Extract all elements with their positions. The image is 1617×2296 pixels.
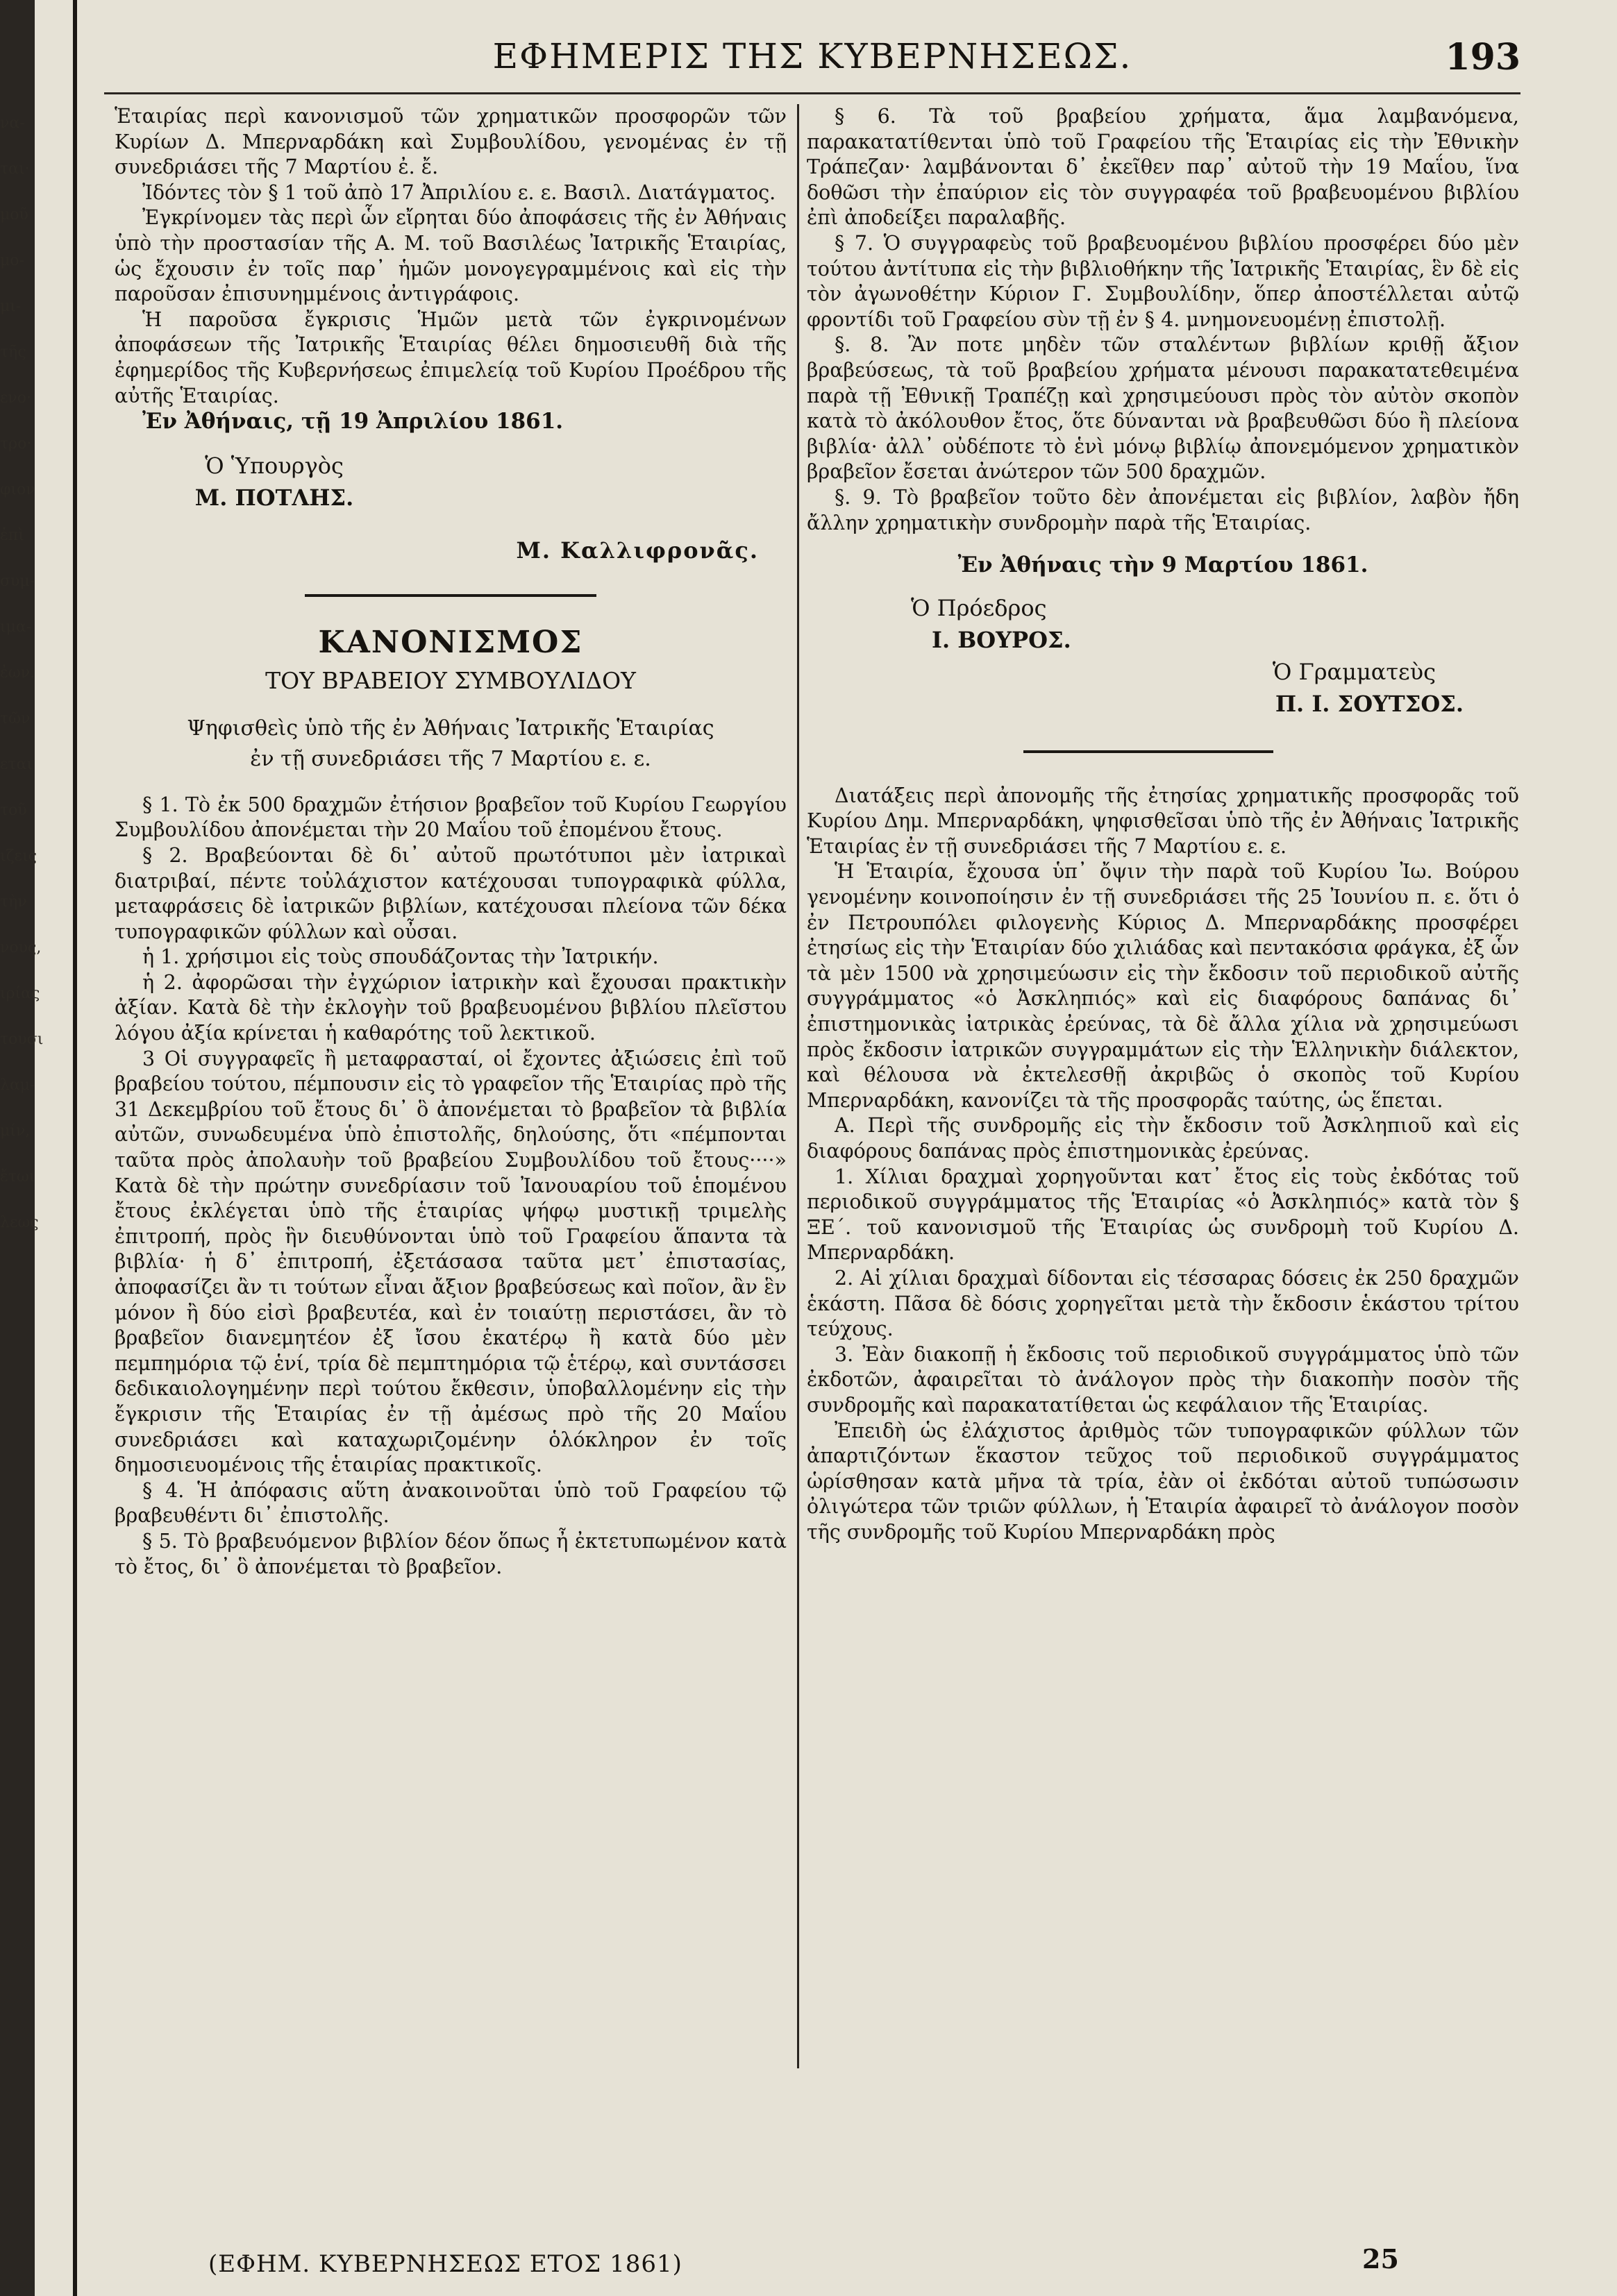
gazette-title: ΕΦΗΜΕΡΙΣ ΤΗΣ ΚΥΒΕΡΝΗΣΕΩΣ. xyxy=(492,36,1132,76)
page-number: 193 xyxy=(1445,36,1520,78)
margin-fragment: μι- xyxy=(0,298,22,315)
margin-fragment: τοῦ xyxy=(0,802,27,819)
president-title: Ὁ Πρόεδρος xyxy=(911,594,1047,621)
article-2-item-1: ἡ 1. χρήσιμοι εἰς τοὺς σπουδάζοντας τὴν Ἰατρικήν. xyxy=(142,945,659,969)
margin-fragment: ιζεις xyxy=(0,847,37,865)
margin-fragment: λαμ- xyxy=(0,1077,35,1094)
footer-caption: (ΕΦΗΜ. ΚΥΒΕΡΝΗΣΕΩΣ ΕΤΟΣ 1861) xyxy=(208,2250,682,2278)
regulation-date: Ἐν Ἀθήναις τὴν 9 Μαρτίου 1861. xyxy=(957,552,1368,578)
article-2-item-2: ἡ 2. ἀφορῶσαι τὴν ἐγχώριον ἰατρικὴν καὶ ἔχουσαι πρακτικὴν ἀξίαν. Κατὰ δὲ τὴν ἐκλογὴν τοῦ βραβευομένου βιβλίου πλεῖστου λόγου ἀξία κρίνεται ἡ καθαρότης τοῦ λεκτικοῦ. xyxy=(115,970,787,1045)
right-column xyxy=(807,104,1519,1546)
margin-fragment: ενο· xyxy=(0,389,32,407)
margin-fragment: τρο· xyxy=(0,435,32,453)
provision-3: 3. Ἐὰν διακοπῇ ἡ ἔκδοσις τοῦ περιοδικοῦ συγγράμματος ὑπὸ τῶν ἐκδοτῶν, ἀφαιρεῖται τὸ ἀνάλογον πρὸς τὴν διακοπὴν ποσὸν τῆς συνδρομῆς καὶ παρακατατίθεται ὡς κεφάλαιον τῆς Ἑταιρίας. xyxy=(807,1342,1519,1417)
page-header xyxy=(104,36,1520,85)
article-5: § 5. Τὸ βραβευόμενον βιβλίον δέον ὅπως ἦ ἐκτετυπωμένον κατὰ τὸ ἔτος, δι᾽ ὃ ἀπονέμεται τὸ βραβεῖον. xyxy=(115,1529,787,1578)
section-subheading: ΤΟΥ ΒΡΑΒΕΙΟΥ ΣΥΜΒΟΥΛΙΔΟΥ xyxy=(265,666,636,694)
margin-fragment: να- xyxy=(0,115,25,132)
margin-fragment: μοῦ xyxy=(0,206,28,223)
provisions-intro: Ἡ Ἑταιρία, ἔχουσα ὑπ᾽ ὄψιν τὴν παρὰ τοῦ Κυρίου Ἰω. Βούρου γενομένην κοινοποίησιν ἐν τῇ συνεδριάσει τῆς 25 Ἰουνίου π. ε. ὅτι ὁ ἐν Πετρουπόλει φιλογενὴς Κύριος Δ. Μπερναρδάκης προσφέρει ἐτησίως εἰς τὴν Ἑταιρίαν δύο χιλιάδας καὶ πεντακόσια φράγκα, ἐξ ὧν τὰ μὲν 1500 νὰ χρησιμεύωσιν εἰς τὴν ἔκδοσιν τοῦ περιοδικοῦ αὐτῆς συγγράμματος «ὁ Ἀσκληπιός» καὶ εἰς διαφόρους δαπάνας δι᾽ ἐπιστημονικὰς ἰατρικὰς ἐρεύνας, τὰ δὲ ἄλλα χίλια νὰ χρησιμεύωσι πρὸς ἔκδοσιν ἰατρικῶν συγγραμμάτων εἰς τὴν Ἑλληνικὴν διάλεκτον, καὶ θέλουσα νὰ ἐκτελεσθῇ ἀκριβῶς ὁ σκοπὸς τοῦ Κυρίου Μπερναρδάκη, κανονίζει τὰ τῆς προσφορᾶς ταύτης, ὡς ἕπεται. xyxy=(807,860,1519,1112)
margin-fragment: μίν, xyxy=(0,1122,31,1140)
margin-fragment: λεως xyxy=(0,1214,39,1231)
decree-date: Ἐν Ἀθήναις, τῇ 19 Ἀπριλίου 1861. xyxy=(142,409,564,434)
margin-fragment: ιμα- xyxy=(0,618,32,636)
margin-fragment: ἐπὶ xyxy=(0,527,24,544)
article-9: §. 9. Τὸ βραβεῖον τοῦτο δὲν ἀπονέμεται εἰς βιβλίον, λαβὸν ἤδη ἄλλην χρηματικὴν συνδρομὴν παρὰ τῆς Ἑταιρίας. xyxy=(807,485,1519,534)
provision-2: 2. Αἱ χίλιαι δραχμαὶ δίδονται εἰς τέσσαρας δόσεις ἐκ 250 δραχμῶν ἑκάστη. Πᾶσα δὲ δόσις χορηγεῖται μετὰ τὴν ἔκδοσιν ἑκάστου τρίτου τεύχους. xyxy=(807,1266,1519,1341)
previous-page-margin xyxy=(0,111,44,1256)
left-column xyxy=(115,104,787,1580)
signatory-name: Μ. Καλλιφρονᾶς. xyxy=(516,537,759,564)
margin-fragment: μο- xyxy=(0,252,24,269)
minister-name: Μ. ΠΟΤΛΗΣ. xyxy=(194,484,354,511)
margin-fragment: ἐων. xyxy=(0,664,35,682)
margin-fragment: ιρίας xyxy=(0,985,40,1002)
paragraph: Ἑταιρίας περὶ κανονισμοῦ τῶν χρηματικῶν προσφορῶν τῶν Κυρίων Δ. Μπερναρδάκη καὶ Συμβουλίδου, γενομένας ἐν τῇ συνεδριάσει τῆς 7 Μαρτίου ἐ. ἔ. xyxy=(115,105,787,179)
article-2: § 2. Βραβεύονται δὲ δι᾽ αὐτοῦ πρωτότυποι μὲν ἰατρικαὶ διατριβαί, πέντε τοὐλάχιστον κατέχουσαι τυπογραφικὰ φύλλα, μεταφράσεις δὲ ἰατρικῶν βιβλίων, κατέχουσαι πλείονα τῶν δέκα τυπογραφικῶν φύλλων καὶ οὖσαι. xyxy=(115,843,787,943)
provisions-title: Διατάξεις περὶ ἀπονομῆς τῆς ἐτησίας χρηματικῆς προσφορᾶς τοῦ Κυρίου Δημ. Μπερναρδάκη, ψηφισθεῖσαι ὑπὸ τῆς ἐν Ἀθήναις Ἰατρικῆς Ἑταιρίας ἐν τῇ συνεδριάσει τῆς 7 Μαρτίου ε. ε. xyxy=(807,784,1519,858)
approval-line: ἐν τῇ συνεδριάσει τῆς 7 Μαρτίου ε. ε. xyxy=(250,746,651,771)
article-1: § 1. Τὸ ἐκ 500 δραχμῶν ἐτήσιον βραβεῖον τοῦ Κυρίου Γεωργίου Συμβουλίδου ἀπονέμεται τὴν 20 Μαΐου τοῦ ἐπομένου ἔτους. xyxy=(115,793,787,842)
article-7: § 7. Ὁ συγγραφεὺς τοῦ βραβευομένου βιβλίου προσφέρει δύο μὲν τούτου ἀντίτυπα εἰς τὴν βιβλιοθήκην τῆς Ἰατρικῆς Ἑταιρίας, ἓν δὲ εἰς τὸν ἀγωνοθέτην Κύριον Γ. Συμβουλίδην, ὅπερ ἀποστέλλεται αὐτῷ φροντίδι τοῦ Γραφείου σὺν τῇ ἐν § 4. μνημονευομένῃ ἐπιστολῇ. xyxy=(807,231,1519,331)
section-separator xyxy=(1023,750,1273,753)
paragraph: Ἰδόντες τὸν § 1 τοῦ ἀπὸ 17 Ἀπριλίου ε. ε. Βασιλ. Διατάγματος. xyxy=(142,180,776,204)
margin-fragment: φιον xyxy=(0,481,35,498)
secretary-title: Ὁ Γραμματεὺς xyxy=(1272,658,1436,685)
provision-1: 1. Χίλιαι δραχμαὶ χορηγοῦνται κατ᾽ ἔτος εἰς τοὺς ἐκδότας τοῦ περιοδικοῦ συγγράμματος τῆς Ἑταιρίας «ὁ Ἀσκληπιός» κατὰ τὸν § ΞΕ΄. τοῦ κανονισμοῦ τῆς Ἑταιρίας ὡς συνδρομὴ τοῦ Κυρίου Δ. Μπερναρδάκη. xyxy=(807,1165,1519,1265)
margin-fragment: τῆς xyxy=(0,344,26,361)
article-3: 3 Οἱ συγγραφεῖς ἢ μεταφρασταί, οἱ ἔχοντες ἀξιώσεις ἐπὶ τοῦ βραβείου τούτου, πέμπουσιν εἰς τὸ γραφεῖον τῆς Ἑταιρίας πρὸ τῆς 31 Δεκεμβρίου τοῦ ἔτους δι᾽ ὃ ἀπονέμεται τὸ βραβεῖον τὰ βιβλία αὐτῶν, συνωδευμένα ὑπὸ ἐπιστολῆς, δηλούσης, ὅτι «πέμπονται ταῦτα πρὸς ἀπολαυὴν τοῦ βραβείου Συμβουλίδου τοῦ ἔτους····» Κατὰ δὲ τὴν πρώτην συνεδρίασιν τοῦ Ἰανουαρίου τοῦ ἑπομένου ἔτους ἐκλέγεται ὑπὸ τῆς ἑταιρίας ψήφῳ μυστικῇ τριμελὴς ἐπιτροπή, πρὸς ἣν διευθύνονται ὑπὸ τοῦ Γραφείου ἅπαντα τὰ βιβλία· ἡ δ᾽ ἐπιτροπή, ἐξετάσασα ταῦτα μετ᾽ ἐπιστασίας, ἀποφασίζει ἂν τι τούτων εἶναι ἄξιον βραβεύσεως καὶ ποῖον, ἂν ἓν μόνον ἢ δύο εἰσὶ βραβευτέα, καὶ ἐν τοιαύτῃ περιστάσει, ἂν τὸ βραβεῖον διανεμητέον ἐξ ἴσου ἑκατέρῳ ἢ κατὰ δύο μὲν πεμπημόρια τῷ ἑνί, τρία δὲ πεμπτημόρια τῷ ἑτέρῳ, καὶ συντάσσει δεδικαιολογημένην περὶ τούτου ἔκθεσιν, ὑποβαλλομένην εἰς τὴν ἔγκρισιν τῆς Ἑταιρίας ἐν τῇ ἀμέσως πρὸ τῆς 20 Μαΐου συνεδριάσει καὶ καταχωριζομένην ὁλόκληρον ἐν τοῖς δημοσιευομένοις τῆς ἑταιρίας πρακτικοῖς. xyxy=(115,1047,787,1477)
signature-number: 25 xyxy=(1362,2243,1399,2274)
paragraph: Ἡ παροῦσα ἔγκρισις Ἡμῶν μετὰ τῶν ἐγκρινομένων ἀποφάσεων τῆς Ἰατρικῆς Ἑταιρίας θέλει δημοσιευθῆ διὰ τῆς ἐφημερίδος τῆς Κυβερνήσεως ἐπιμελείᾳ τοῦ Κυρίου Προέδρου τῆς αὐτῆς Ἑταιρίας. xyxy=(115,307,787,407)
provisions-part-a: Α. Περὶ τῆς συνδρομῆς εἰς τὴν ἔκδοσιν τοῦ Ἀσκληπιοῦ καὶ εἰς διαφόρους δαπάνας πρὸς ἐπιστημονικὰς ἐρεύνας. xyxy=(807,1114,1519,1163)
margin-fragment: τὴν xyxy=(0,893,27,911)
minister-title: Ὁ Ὑπουργὸς xyxy=(205,452,344,479)
header-rule xyxy=(104,92,1520,94)
margin-fragment: ἔτωι xyxy=(0,1168,35,1185)
secretary-name: Π. Ι. ΣΟΥΤΣΟΣ. xyxy=(1275,690,1464,717)
binding-edge-rule xyxy=(73,0,77,2296)
column-divider xyxy=(797,104,799,2068)
article-4: § 4. Ἡ ἀπόφασις αὕτη ἀνακοινοῦται ὑπὸ τοῦ Γραφείου τῷ βραβευθέντι δι᾽ ἐπιστολῆς. xyxy=(115,1478,787,1528)
section-separator xyxy=(305,594,596,597)
section-heading: ΚΑΝΟΝΙΣΜΟΣ xyxy=(318,624,583,660)
president-name: Ι. ΒΟΥΡΟΣ. xyxy=(932,626,1071,653)
article-8: §. 8. Ἂν ποτε μηδὲν τῶν σταλέντων βιβλίων κριθῇ ἄξιον βραβεύσεως, τὰ τοῦ βραβείου χρήματα μένουσι παρακατατεθειμένα παρὰ τῇ Ἐθνικῇ Τραπέζῃ καὶ χρησιμεύουσι πρὸς τὸν αὐτὸν σκοπὸν κατὰ τὸ ἀκόλουθον ἔτος, ὅτε δύνανται νὰ βραβευθῶσι δύο ἢ πλείονα βιβλία· ἀλλ᾽ οὐδέποτε τὸ ἑνὶ μόνῳ βιβλίῳ ἀπονεμόμενον χρηματικὸν βραβεῖον ἔσεται ἀνώτερον τῶν 500 δραχμῶν. xyxy=(807,333,1519,484)
margin-fragment: ται· xyxy=(0,160,30,178)
article-6: § 6. Τὰ τοῦ βραβείου χρήματα, ἅμα λαμβανόμενα, παρακατατίθενται ὑπὸ τοῦ Γραφείου τῆς Ἑταιρίας εἰς τὴν Ἐθνικὴν Τράπεζαν· λαμβάνονται δ᾽ ἐκεῖθεν παρ᾽ αὐτοῦ τὴν 19 Μαΐου, ἵνα δοθῶσι τὴν ἐπαύριον εἰς τὸν συγγραφέα τοῦ βραβευομένου βιβλίου ἐπὶ ἀποδείξει παραλαβῆς. xyxy=(807,105,1519,230)
provision-4: Ἐπειδὴ ὡς ἐλάχιστος ἀριθμὸς τῶν τυπογραφικῶν φύλλων τῶν ἀπαρτιζόντων ἕκαστον τεῦχος τοῦ περιοδικοῦ συγγράμματος ὡρίσθησαν κατὰ μῆνα τὰ τρία, ἐὰν οἱ ἐκδόται αὐτοῦ τυπώσωσιν ὀλιγώτερα τῶν τριῶν φύλλων, ἡ Ἑταιρία ἀφαιρεῖ τὸ ἀνάλογον ποσὸν τῆς συνδρομῆς τοῦ Κυρίου Μπερναρδάκη πρὸς xyxy=(807,1419,1519,1544)
margin-fragment: νους, xyxy=(0,939,42,956)
approval-line: Ψηφισθεὶς ὑπὸ τῆς ἐν Ἀθήναις Ἰατρικῆς Ἑταιρίας xyxy=(187,716,714,741)
paragraph: Ἐγκρίνομεν τὰς περὶ ὧν εἴρηται δύο ἀποφάσεις τῆς ἐν Ἀθήναις ὑπὸ τὴν προστασίαν τῆς Α. Μ. τοῦ Βασιλέως Ἰατρικῆς Ἑταιρίας, ὡς ἔχουσιν ἐν τοῖς παρ᾽ ἡμῶν μονογεγραμμένοις καὶ εἰς τὴν παροῦσαν ἐπισυνημμένοις ἀντιγράφοις. xyxy=(115,206,787,306)
margin-fragment: τῶν xyxy=(0,710,31,727)
margin-fragment: συμ- xyxy=(0,573,35,590)
margin-fragment: εται xyxy=(0,756,33,773)
margin-fragment: τουσι xyxy=(0,1031,44,1048)
